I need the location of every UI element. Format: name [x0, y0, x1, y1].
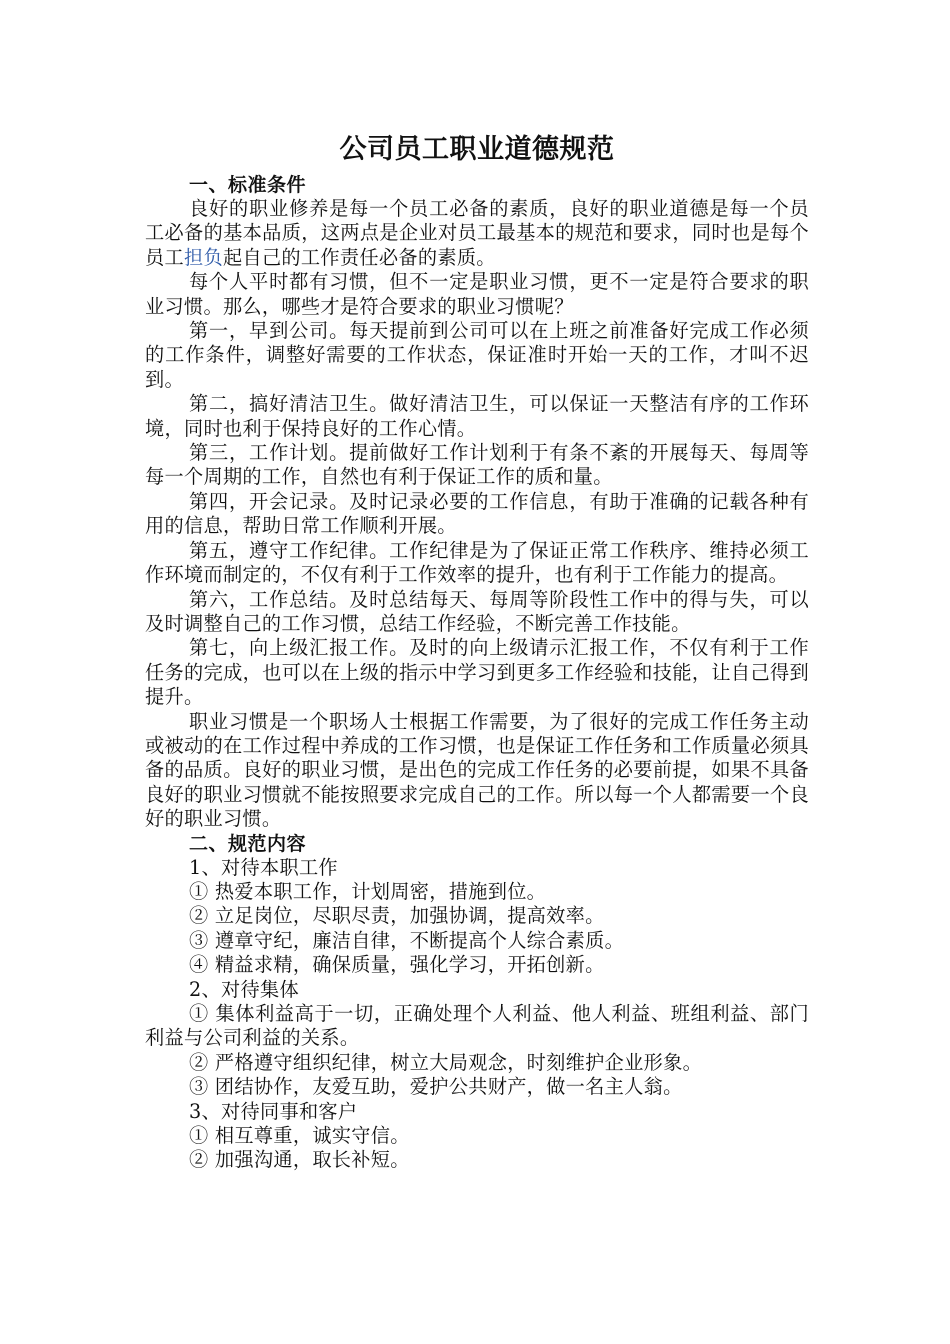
- list-item: ② 严格遵守组织纪律，树立大局观念，时刻维护企业形象。: [189, 1050, 703, 1074]
- paragraph-habits-question: 每个人平时都有习惯，但不一定是职业习惯，更不一定是符合要求的职业习惯。那么，哪些才是符合要求的职业习惯呢？: [145, 270, 809, 318]
- subsection-title-own-work: 1、对待本职工作: [189, 855, 338, 879]
- list-item: ① 相互尊重，诚实守信。: [189, 1124, 410, 1148]
- paragraph-intro: [145, 197, 809, 270]
- paragraph-text: 良好的职业修养是每一个员工必备的素质，良好的职业道德是每一个员工必备的基本品质，这两点是企业对员工最基本的规范和要求，同时也是每个员工: [145, 197, 809, 269]
- paragraph-conclusion: 职业习惯是一个职场人士根据工作需要，为了很好的完成工作任务主动或被动的在工作过程中养成的工作习惯，也是保证工作任务和工作质量必须具备的品质。良好的职业习惯，是出色的完成工作任务的必要前提，如果不具备良好的职业习惯就不能按照要求完成自己的工作。所以每一个人都需要一个良好的职业习惯。: [145, 709, 809, 831]
- paragraph-fifth: 第五，遵守工作纪律。工作纪律是为了保证正常工作秩序、维持必须工作环境而制定的，不仅有利于工作效率的提升，也有利于工作能力的提高。: [145, 538, 809, 587]
- section-heading-norm-content: 二、规范内容: [189, 832, 307, 855]
- paragraph-fourth: 第四，开会记录。及时记录必要的工作信息，有助于准确的记载各种有用的信息，帮助日常工作顺利开展。: [145, 489, 809, 538]
- list-item: ③ 团结协作，友爱互助，爱护公共财产，做一名主人翁。: [189, 1075, 683, 1099]
- list-item: ④ 精益求精，确保质量，强化学习，开拓创新。: [189, 953, 605, 977]
- section-heading-standard-conditions: 一、标准条件: [189, 174, 307, 196]
- paragraph-text: 起自己的工作责任必备的素质。: [222, 245, 496, 269]
- paragraph-third: 第三，工作计划。提前做好工作计划利于有条不紊的开展每天、每周等每一个周期的工作，自然也有利于保证工作的质和量。: [145, 441, 809, 489]
- list-item: ③ 遵章守纪，廉洁自律，不断提高个人综合素质。: [189, 928, 625, 952]
- list-item: ② 立足岗位，尽职尽责，加强协调，提高效率。: [189, 904, 605, 928]
- list-item: ① 集体利益高于一切，正确处理个人利益、他人利益、班组利益、部门利益与公司利益的关系。: [145, 1002, 809, 1050]
- subsection-title-collective: 2、对待集体: [189, 977, 299, 1001]
- hyperlink-text[interactable]: 担负: [183, 245, 223, 269]
- paragraph-first: 第一，早到公司。每天提前到公司可以在上班之前准备好完成工作必须的工作条件，调整好需要的工作状态，保证准时开始一天的工作，才叫不迟到。: [145, 319, 809, 391]
- document-title: 公司员工职业道德规范: [339, 134, 615, 165]
- list-item: ① 热爱本职工作，计划周密，措施到位。: [189, 879, 547, 903]
- document-body: [145, 133, 809, 1173]
- paragraph-second: 第二，搞好清洁卫生。做好清洁卫生，可以保证一天整洁有序的工作环境，同时也利于保持良好的工作心情。: [145, 392, 809, 440]
- list-item: ② 加强沟通，取长补短。: [189, 1148, 410, 1172]
- subsection-title-colleagues-clients: 3、对待同事和客户: [189, 1099, 358, 1123]
- paragraph-seventh: 第七，向上级汇报工作。及时的向上级请示汇报工作，不仅有利于工作任务的完成，也可以在上级的指示中学习到更多工作经验和技能，让自己得到提升。: [145, 636, 809, 709]
- paragraph-sixth: 第六，工作总结。及时总结每天、每周等阶段性工作中的得与失，可以及时调整自己的工作习惯，总结工作经验，不断完善工作技能。: [145, 587, 809, 635]
